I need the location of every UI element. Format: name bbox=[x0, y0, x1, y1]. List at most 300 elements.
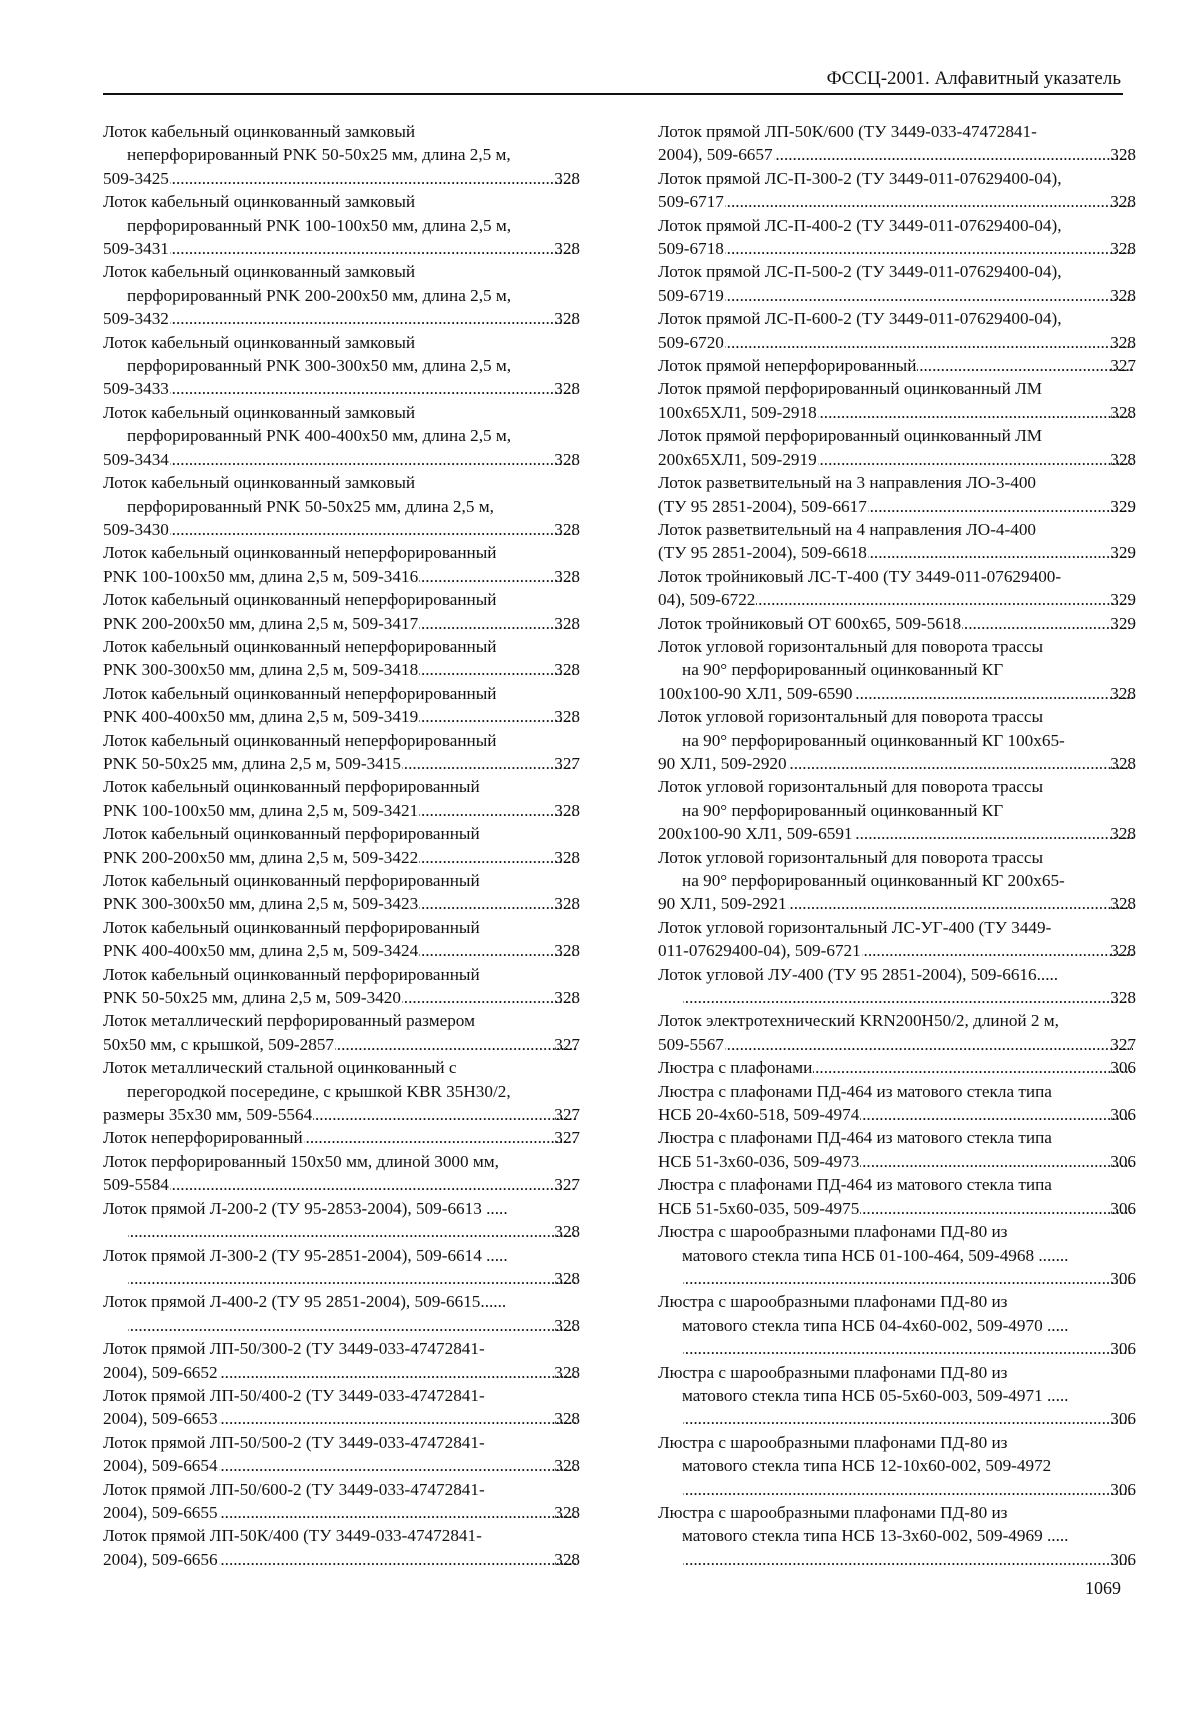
entry-tail-text: 509-3433 bbox=[103, 379, 169, 399]
index-entry bbox=[103, 541, 580, 588]
index-entry bbox=[658, 1431, 1136, 1501]
entry-text-line: Люстра с плафонами ПД-464 из матового стекла типа bbox=[658, 1175, 1052, 1195]
entry-tail-text: НСБ 51-5x60-035, 509-4975 bbox=[658, 1198, 860, 1218]
dot-leader bbox=[813, 1056, 1133, 1079]
entry-page-number: 328 bbox=[1110, 449, 1136, 469]
entry-page-line bbox=[658, 237, 1136, 260]
entry-page-number: 328 bbox=[554, 1362, 580, 1382]
entry-page-line bbox=[103, 448, 580, 471]
index-entry bbox=[103, 963, 580, 1010]
entry-page-line bbox=[658, 682, 1136, 705]
entry-page-number: 328 bbox=[1110, 192, 1136, 212]
index-entry bbox=[658, 1220, 1136, 1290]
entry-page-number: 328 bbox=[554, 988, 580, 1008]
entry-page-line bbox=[658, 588, 1136, 611]
entry-tail-text: Люстра с плафонами bbox=[658, 1058, 813, 1078]
index-entry bbox=[658, 1501, 1136, 1571]
entry-page-line bbox=[658, 143, 1136, 166]
entry-page-line bbox=[103, 167, 580, 190]
index-entry bbox=[103, 331, 580, 401]
entry-page-number: 328 bbox=[1110, 285, 1136, 305]
index-entry bbox=[658, 846, 1136, 916]
index-entry bbox=[658, 377, 1136, 424]
entry-text-line: Лоток прямой ЛП-50/300-2 (ТУ 3449-033-47472841- bbox=[103, 1339, 485, 1359]
index-entry bbox=[103, 1197, 580, 1244]
entry-page-line bbox=[682, 1267, 1136, 1290]
entry-text-line: перфорированный PNK 300-300x50 мм, длина 2,5 м, bbox=[127, 356, 512, 376]
entry-text-line: Люстра с шарообразными плафонами ПД-80 из bbox=[658, 1292, 1008, 1312]
entry-text-line: Лоток прямой перфорированный оцинкованный ЛМ bbox=[658, 379, 1043, 399]
entry-tail-text: 509-6720 bbox=[658, 332, 724, 352]
entry-page-number: 328 bbox=[554, 239, 580, 259]
entry-text-line: Лоток прямой ЛП-50/400-2 (ТУ 3449-033-47472841- bbox=[103, 1385, 485, 1405]
entry-text-line: Лоток прямой ЛП-50/500-2 (ТУ 3449-033-47472841- bbox=[103, 1432, 485, 1452]
entry-text-line: Люстра с шарообразными плафонами ПД-80 из bbox=[658, 1222, 1008, 1242]
dot-leader bbox=[725, 190, 1133, 213]
entry-text-line: Люстра с шарообразными плафонами ПД-80 из bbox=[658, 1432, 1008, 1452]
entry-tail-text: 509-3434 bbox=[103, 449, 169, 469]
dot-leader bbox=[860, 1103, 1133, 1126]
entry-tail-text: 2004), 509-6653 bbox=[103, 1409, 218, 1429]
dot-leader bbox=[725, 1033, 1133, 1056]
index-column-right bbox=[658, 120, 1136, 1571]
entry-page-line bbox=[103, 377, 580, 400]
entry-text-line: на 90° перфорированный оцинкованный КГ 200x65- bbox=[682, 871, 1065, 890]
entry-page-number: 328 bbox=[554, 847, 580, 867]
entry-text-line: Лоток кабельный оцинкованный замковый bbox=[103, 192, 416, 212]
entry-tail-text: 509-3430 bbox=[103, 519, 169, 539]
entry-page-line bbox=[103, 237, 580, 260]
entry-page-number: 328 bbox=[554, 449, 580, 469]
dot-leader bbox=[128, 1267, 577, 1290]
index-entry bbox=[658, 471, 1136, 518]
entry-text-line: Лоток прямой Л-400-2 (ТУ 95 2851-2004), 509-6615...... bbox=[103, 1292, 507, 1312]
entry-page-line bbox=[103, 1103, 580, 1126]
entry-page-line bbox=[103, 565, 580, 588]
entry-text-line: матового стекла типа НСБ 01-100-464, 509-4968 ....... bbox=[682, 1245, 1069, 1265]
entry-page-line bbox=[658, 448, 1136, 471]
entry-text-line: Лоток кабельный оцинкованный перфорированный bbox=[103, 824, 480, 844]
dot-leader bbox=[860, 1197, 1133, 1220]
entry-text-line: Лоток кабельный оцинкованный замковый bbox=[103, 122, 416, 141]
entry-page-line bbox=[658, 401, 1136, 424]
entry-page-line bbox=[127, 1267, 580, 1290]
entry-page-number: 327 bbox=[554, 1128, 580, 1148]
entry-text-line: Лоток угловой горизонтальный для поворота трассы bbox=[658, 847, 1044, 867]
entry-text-line: Лоток тройниковый ЛС-Т-400 (ТУ 3449-011-07629400- bbox=[658, 566, 1062, 586]
index-entry bbox=[103, 588, 580, 635]
index-entry bbox=[103, 729, 580, 776]
entry-page-number: 328 bbox=[554, 1268, 580, 1288]
entry-text-line: Лоток угловой ЛУ-400 (ТУ 95 2851-2004), 509-6616..... bbox=[658, 964, 1059, 984]
dot-leader bbox=[818, 401, 1134, 424]
index-entry bbox=[103, 401, 580, 471]
dot-leader bbox=[756, 588, 1133, 611]
entry-text-line: матового стекла типа НСБ 13-3x60-002, 509-4969 ..... bbox=[682, 1526, 1069, 1546]
index-entry bbox=[658, 167, 1136, 214]
entry-tail-text: 2004), 509-6656 bbox=[103, 1549, 218, 1569]
entry-page-line bbox=[658, 752, 1136, 775]
entry-page-number: 328 bbox=[1110, 753, 1136, 773]
entry-page-number: 329 bbox=[1110, 590, 1136, 610]
entry-tail-text: PNK 200-200x50 мм, длина 2,5 м, 509-3417 bbox=[103, 613, 419, 633]
entry-page-number: 328 bbox=[554, 309, 580, 329]
entry-tail-text: 509-3431 bbox=[103, 239, 169, 259]
entry-text-line: Лоток кабельный оцинкованный неперфорированный bbox=[103, 683, 497, 703]
entry-page-line bbox=[103, 705, 580, 728]
index-entry bbox=[658, 635, 1136, 705]
dot-leader bbox=[683, 1478, 1133, 1501]
entry-page-line bbox=[658, 612, 1136, 635]
dot-leader bbox=[170, 448, 577, 471]
entry-tail-text: 011-07629400-04), 509-6721 bbox=[658, 941, 861, 961]
entry-tail-text: Лоток неперфорированный bbox=[103, 1128, 303, 1148]
entry-page-line bbox=[658, 354, 1136, 377]
entry-page-line bbox=[103, 1173, 580, 1196]
entry-page-number: 306 bbox=[1110, 1151, 1136, 1171]
entry-tail-text: 04), 509-6722 bbox=[658, 590, 756, 610]
entry-text-line: Лоток прямой ЛС-П-500-2 (ТУ 3449-011-07629400-04), bbox=[658, 262, 1062, 282]
entry-text-line: Лоток кабельный оцинкованный неперфорированный bbox=[103, 730, 497, 750]
entry-page-line bbox=[658, 541, 1136, 564]
entry-page-line bbox=[103, 518, 580, 541]
entry-page-line bbox=[103, 1126, 580, 1149]
entry-tail-text: НСБ 20-4x60-518, 509-4974 bbox=[658, 1105, 860, 1125]
entry-page-line bbox=[658, 331, 1136, 354]
dot-leader bbox=[683, 1548, 1133, 1571]
index-entry bbox=[658, 963, 1136, 1010]
index-entry bbox=[658, 1080, 1136, 1127]
entry-page-number: 327 bbox=[1110, 356, 1136, 376]
entry-page-line bbox=[658, 822, 1136, 845]
entry-tail-text: 509-6717 bbox=[658, 192, 724, 212]
entry-text-line: Лоток кабельный оцинкованный неперфорированный bbox=[103, 543, 497, 563]
dot-leader bbox=[725, 331, 1133, 354]
entry-page-number: 328 bbox=[554, 566, 580, 586]
entry-tail-text: Лоток тройниковый ОТ 600x65, 509-5618 bbox=[658, 613, 962, 633]
entry-text-line: Лоток разветвительный на 3 направления ЛО-3-400 bbox=[658, 473, 1037, 493]
entry-page-number: 328 bbox=[554, 1409, 580, 1429]
index-entry bbox=[103, 822, 580, 869]
entry-page-number: 328 bbox=[554, 707, 580, 727]
index-entry bbox=[658, 565, 1136, 612]
entry-page-line bbox=[658, 1033, 1136, 1056]
entry-page-line bbox=[127, 1314, 580, 1337]
entry-tail-text: 509-3432 bbox=[103, 309, 169, 329]
entry-page-line bbox=[658, 892, 1136, 915]
entry-page-line bbox=[682, 1337, 1136, 1360]
entry-page-number: 328 bbox=[554, 660, 580, 680]
entry-page-line bbox=[103, 986, 580, 1009]
entry-tail-text: 509-5567 bbox=[658, 1034, 724, 1054]
entry-text-line: Лоток кабельный оцинкованный неперфорированный bbox=[103, 590, 497, 610]
entry-tail-text: Лоток прямой неперфорированный bbox=[658, 356, 917, 376]
entry-text-line: Лоток прямой ЛС-П-600-2 (ТУ 3449-011-07629400-04), bbox=[658, 309, 1062, 329]
index-entry bbox=[658, 775, 1136, 845]
entry-page-line bbox=[103, 658, 580, 681]
dot-leader bbox=[725, 237, 1133, 260]
index-entry bbox=[658, 1290, 1136, 1360]
entry-page-number: 328 bbox=[554, 1456, 580, 1476]
index-entry bbox=[103, 1009, 580, 1056]
entry-text-line: Лоток кабельный оцинкованный замковый bbox=[103, 473, 416, 493]
entry-page-number: 306 bbox=[1110, 1268, 1136, 1288]
entry-tail-text: 509-6719 bbox=[658, 285, 724, 305]
index-entry bbox=[658, 307, 1136, 354]
dot-leader bbox=[128, 1314, 577, 1337]
index-entry bbox=[103, 682, 580, 729]
entry-page-line bbox=[658, 1056, 1136, 1079]
entry-text-line: Лоток кабельный оцинкованный замковый bbox=[103, 332, 416, 352]
dot-leader bbox=[313, 1103, 577, 1126]
index-entry bbox=[103, 471, 580, 541]
entry-page-line bbox=[103, 1454, 580, 1477]
entry-tail-text: 2004), 509-6655 bbox=[103, 1502, 218, 1522]
index-entry bbox=[103, 1290, 580, 1337]
entry-text-line: Лоток кабельный оцинкованный перфорированный bbox=[103, 917, 480, 937]
entry-text-line: Лоток кабельный оцинкованный перфорированный bbox=[103, 871, 480, 890]
dot-leader bbox=[862, 939, 1133, 962]
entry-tail-text: 200x65ХЛ1, 509-2919 bbox=[658, 449, 817, 469]
index-entry bbox=[658, 1009, 1136, 1056]
index-entry bbox=[103, 916, 580, 963]
dot-leader bbox=[170, 518, 577, 541]
entry-page-number: 327 bbox=[554, 1175, 580, 1195]
index-entry bbox=[658, 1361, 1136, 1431]
dot-leader bbox=[219, 1548, 578, 1571]
dot-leader bbox=[962, 612, 1133, 635]
entry-text-line: Лоток прямой ЛС-П-300-2 (ТУ 3449-011-07629400-04), bbox=[658, 168, 1062, 188]
entry-text-line: матового стекла типа НСБ 05-5x60-003, 509-4971 ..... bbox=[682, 1385, 1069, 1405]
index-entry bbox=[103, 869, 580, 916]
index-column-left bbox=[103, 120, 580, 1571]
index-entry bbox=[103, 190, 580, 260]
entry-text-line: перфорированный PNK 100-100x50 мм, длина 2,5 м, bbox=[127, 215, 512, 235]
entry-page-number: 328 bbox=[1110, 332, 1136, 352]
entry-text-line: перфорированный PNK 200-200x50 мм, длина 2,5 м, bbox=[127, 285, 512, 305]
entry-tail-text: PNK 400-400x50 мм, длина 2,5 м, 509-3424 bbox=[103, 941, 419, 961]
dot-leader bbox=[683, 1267, 1133, 1290]
index-entry bbox=[103, 635, 580, 682]
index-entry bbox=[103, 260, 580, 330]
entry-page-number: 328 bbox=[554, 1222, 580, 1242]
entry-page-line bbox=[103, 939, 580, 962]
index-entry bbox=[103, 120, 580, 190]
entry-tail-text: 50x50 мм, с крышкой, 509-2857 bbox=[103, 1034, 335, 1054]
entry-page-number: 328 bbox=[554, 800, 580, 820]
index-entry bbox=[103, 1244, 580, 1291]
index-entry bbox=[103, 1524, 580, 1571]
entry-page-number: 327 bbox=[554, 1105, 580, 1125]
dot-leader bbox=[683, 1407, 1133, 1430]
index-entry bbox=[658, 916, 1136, 963]
entry-page-number: 328 bbox=[1110, 239, 1136, 259]
entry-text-line: Люстра с плафонами ПД-464 из матового стекла типа bbox=[658, 1081, 1052, 1101]
dot-leader bbox=[788, 752, 1134, 775]
entry-tail-text: 100x65ХЛ1, 509-2918 bbox=[658, 402, 817, 422]
entry-page-line bbox=[103, 612, 580, 635]
entry-page-line bbox=[103, 892, 580, 915]
dot-leader bbox=[219, 1407, 578, 1430]
entry-text-line: перфорированный PNK 400-400x50 мм, длина 2,5 м, bbox=[127, 426, 512, 446]
entry-page-line bbox=[103, 1501, 580, 1524]
index-entry bbox=[658, 424, 1136, 471]
entry-tail-text: PNK 100-100x50 мм, длина 2,5 м, 509-3421 bbox=[103, 800, 419, 820]
entry-page-number: 327 bbox=[1110, 1034, 1136, 1054]
dot-leader bbox=[774, 143, 1134, 166]
entry-text-line: Люстра с плафонами ПД-464 из матового стекла типа bbox=[658, 1128, 1052, 1148]
entry-text-line: Лоток металлический стальной оцинкованный с bbox=[103, 1058, 457, 1078]
entry-page-line bbox=[658, 939, 1136, 962]
dot-leader bbox=[128, 1220, 577, 1243]
entry-page-number: 328 bbox=[554, 1502, 580, 1522]
index-entry bbox=[103, 775, 580, 822]
entry-page-number: 328 bbox=[554, 613, 580, 633]
entry-text-line: Лоток кабельный оцинкованный неперфорированный bbox=[103, 636, 497, 656]
entry-text-line: на 90° перфорированный оцинкованный КГ bbox=[682, 660, 1004, 680]
index-entry bbox=[658, 1173, 1136, 1220]
entry-text-line: перегородкой посередине, с крышкой KBR 35H30/2, bbox=[127, 1081, 511, 1101]
entry-tail-text: 509-5584 bbox=[103, 1175, 169, 1195]
entry-page-number: 328 bbox=[1110, 145, 1136, 165]
entry-page-line bbox=[103, 1407, 580, 1430]
dot-leader bbox=[860, 1150, 1133, 1173]
entry-page-line bbox=[658, 1103, 1136, 1126]
dot-leader bbox=[683, 986, 1133, 1009]
entry-page-line bbox=[103, 846, 580, 869]
entry-tail-text: НСБ 51-3x60-036, 509-4973 bbox=[658, 1151, 860, 1171]
entry-tail-text: 2004), 509-6654 bbox=[103, 1456, 218, 1476]
entry-text-line: Лоток кабельный оцинкованный замковый bbox=[103, 262, 416, 282]
index-entry bbox=[658, 1056, 1136, 1079]
entry-text-line: Лоток разветвительный на 4 направления ЛО-4-400 bbox=[658, 519, 1037, 539]
index-entry bbox=[658, 518, 1136, 565]
index-entry bbox=[103, 1126, 580, 1149]
entry-text-line: Лоток угловой горизонтальный для поворота трассы bbox=[658, 707, 1044, 727]
entry-text-line: Лоток угловой горизонтальный ЛС-УГ-400 (ТУ 3449- bbox=[658, 917, 1052, 937]
entry-text-line: неперфорированный PNK 50-50x25 мм, длина 2,5 м, bbox=[127, 145, 511, 165]
entry-tail-text: 100x100-90 ХЛ1, 509-6590 bbox=[658, 683, 853, 703]
header-divider bbox=[103, 93, 1123, 95]
entry-page-line bbox=[658, 495, 1136, 518]
dot-leader bbox=[917, 354, 1133, 377]
dot-leader bbox=[868, 541, 1133, 564]
entry-page-number: 306 bbox=[1110, 1339, 1136, 1359]
entry-page-number: 329 bbox=[1110, 543, 1136, 563]
entry-page-line bbox=[127, 1220, 580, 1243]
entry-tail-text: 2004), 509-6652 bbox=[103, 1362, 218, 1382]
entry-page-number: 328 bbox=[554, 894, 580, 914]
entry-tail-text: PNK 50-50x25 мм, длина 2,5 м, 509-3415 bbox=[103, 753, 401, 773]
entry-tail-text: размеры 35x30 мм, 509-5564 bbox=[103, 1105, 313, 1125]
entry-page-line bbox=[103, 799, 580, 822]
entry-page-line bbox=[103, 1361, 580, 1384]
entry-text-line: Лоток угловой горизонтальный для поворота трассы bbox=[658, 636, 1044, 656]
entry-text-line: на 90° перфорированный оцинкованный КГ 100x65- bbox=[682, 730, 1065, 750]
page-number: 1069 bbox=[1085, 1578, 1121, 1598]
dot-leader bbox=[788, 892, 1134, 915]
dot-leader bbox=[170, 307, 577, 330]
dot-leader bbox=[304, 1126, 577, 1149]
entry-tail-text: (ТУ 95 2851-2004), 509-6617 bbox=[658, 496, 867, 516]
entry-tail-text: (ТУ 95 2851-2004), 509-6618 bbox=[658, 543, 867, 563]
entry-page-number: 328 bbox=[554, 1549, 580, 1569]
entry-text-line: Лоток прямой Л-300-2 (ТУ 95-2851-2004), 509-6614 ..... bbox=[103, 1245, 508, 1265]
entry-tail-text: PNK 100-100x50 мм, длина 2,5 м, 509-3416 bbox=[103, 566, 419, 586]
entry-text-line: матового стекла типа НСБ 12-10x60-002, 509-4972 bbox=[682, 1456, 1052, 1476]
index-entry bbox=[658, 354, 1136, 377]
dot-leader bbox=[170, 237, 577, 260]
dot-leader bbox=[170, 167, 577, 190]
entry-tail-text: 509-6718 bbox=[658, 239, 724, 259]
entry-page-line bbox=[103, 752, 580, 775]
entry-text-line: Лоток прямой перфорированный оцинкованный ЛМ bbox=[658, 426, 1043, 446]
entry-text-line: Лоток угловой горизонтальный для поворота трассы bbox=[658, 777, 1044, 797]
entry-text-line: Лоток прямой Л-200-2 (ТУ 95-2853-2004), 509-6613 ..... bbox=[103, 1198, 508, 1218]
entry-text-line: Лоток электротехнический KRN200H50/2, длиной 2 м, bbox=[658, 1011, 1059, 1031]
entry-page-number: 328 bbox=[554, 168, 580, 188]
entry-page-line bbox=[682, 1478, 1136, 1501]
entry-text-line: Лоток кабельный оцинкованный замковый bbox=[103, 402, 416, 422]
index-entry bbox=[103, 1431, 580, 1478]
entry-text-line: перфорированный PNK 50-50x25 мм, длина 2,5 м, bbox=[127, 496, 494, 516]
entry-text-line: Лоток прямой ЛП-50К/400 (ТУ 3449-033-47472841- bbox=[103, 1526, 482, 1546]
index-entry bbox=[658, 214, 1136, 261]
dot-leader bbox=[219, 1454, 578, 1477]
entry-tail-text: PNK 300-300x50 мм, длина 2,5 м, 509-3423 bbox=[103, 894, 419, 914]
dot-leader bbox=[683, 1337, 1133, 1360]
entry-page-number: 329 bbox=[1110, 613, 1136, 633]
entry-tail-text: 90 ХЛ1, 509-2921 bbox=[658, 894, 787, 914]
entry-tail-text: PNK 50-50x25 мм, длина 2,5 м, 509-3420 bbox=[103, 988, 401, 1008]
entry-text-line: Лоток прямой ЛС-П-400-2 (ТУ 3449-011-07629400-04), bbox=[658, 215, 1062, 235]
index-entry bbox=[658, 120, 1136, 167]
entry-page-line bbox=[658, 1150, 1136, 1173]
entry-text-line: Лоток прямой ЛП-50/600-2 (ТУ 3449-033-47472841- bbox=[103, 1479, 485, 1499]
index-entry bbox=[658, 1126, 1136, 1173]
dot-leader bbox=[219, 1501, 578, 1524]
index-entry bbox=[658, 705, 1136, 775]
entry-page-number: 328 bbox=[554, 519, 580, 539]
entry-tail-text: 509-3425 bbox=[103, 168, 169, 188]
entry-text-line: Люстра с шарообразными плафонами ПД-80 из bbox=[658, 1502, 1008, 1522]
entry-text-line: Люстра с шарообразными плафонами ПД-80 из bbox=[658, 1362, 1008, 1382]
dot-leader bbox=[170, 1173, 577, 1196]
entry-page-line bbox=[658, 1197, 1136, 1220]
index-entry bbox=[103, 1384, 580, 1431]
dot-leader bbox=[818, 448, 1134, 471]
entry-text-line: на 90° перфорированный оцинкованный КГ bbox=[682, 800, 1004, 820]
entry-text-line: Лоток кабельный оцинкованный перфорированный bbox=[103, 964, 480, 984]
entry-text-line: Лоток прямой ЛП-50К/600 (ТУ 3449-033-47472841- bbox=[658, 122, 1037, 141]
entry-page-line bbox=[682, 986, 1136, 1009]
entry-page-number: 327 bbox=[554, 1034, 580, 1054]
entry-page-number: 328 bbox=[554, 941, 580, 961]
entry-text-line: Лоток кабельный оцинкованный перфорированный bbox=[103, 777, 480, 797]
entry-tail-text: 90 ХЛ1, 509-2920 bbox=[658, 753, 787, 773]
index-entry bbox=[658, 260, 1136, 307]
entry-page-number: 306 bbox=[1110, 1198, 1136, 1218]
entry-page-number: 328 bbox=[1110, 683, 1136, 703]
entry-tail-text: 200x100-90 ХЛ1, 509-6591 bbox=[658, 824, 853, 844]
dot-leader bbox=[170, 377, 577, 400]
entry-tail-text: 2004), 509-6657 bbox=[658, 145, 773, 165]
entry-page-number: 328 bbox=[554, 1315, 580, 1335]
entry-page-number: 306 bbox=[1110, 1479, 1136, 1499]
entry-text-line: Лоток перфорированный 150x50 мм, длиной 3000 мм, bbox=[103, 1151, 499, 1171]
dot-leader bbox=[402, 986, 577, 1009]
entry-page-number: 328 bbox=[1110, 988, 1136, 1008]
